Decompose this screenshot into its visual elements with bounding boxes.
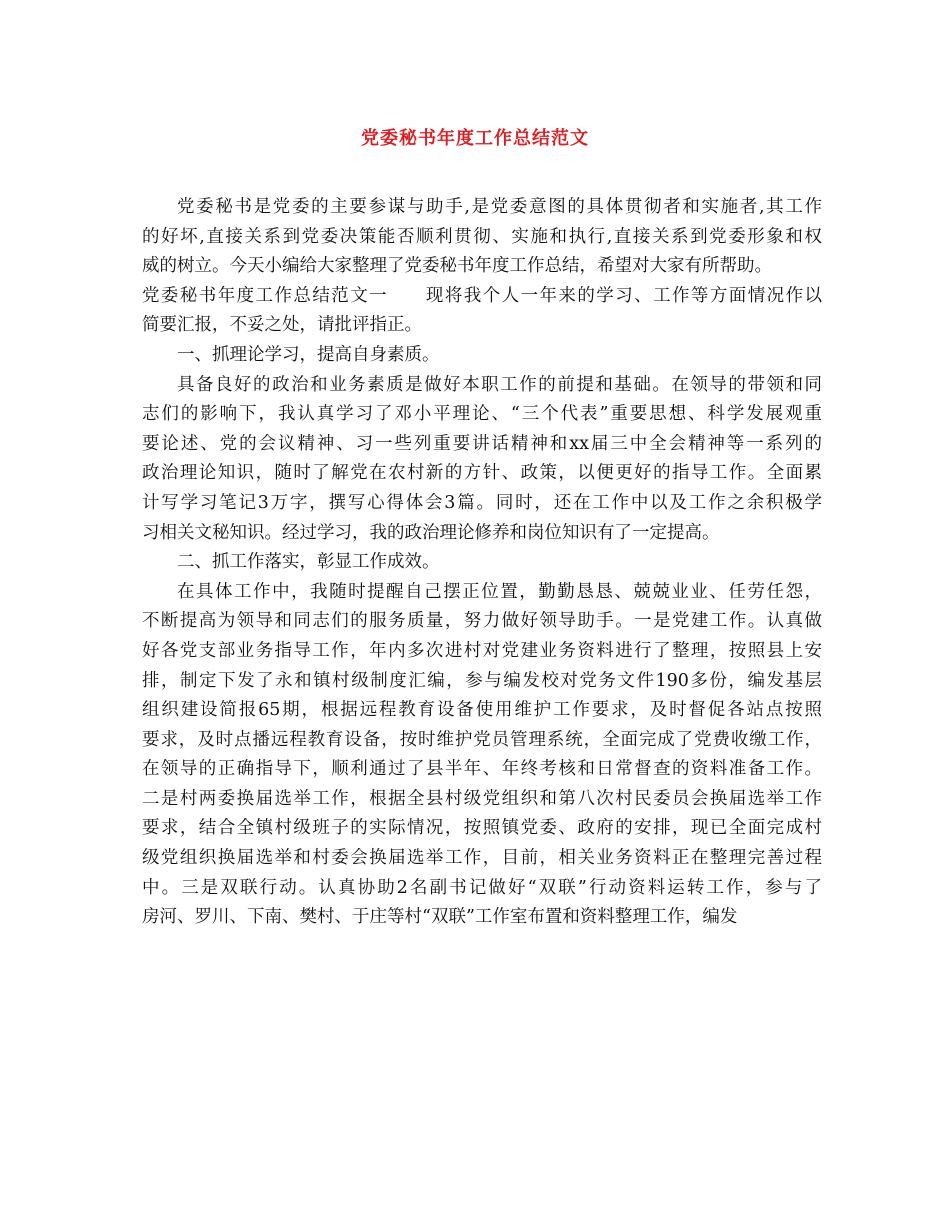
section-heading: 二、抓工作落实，彰显工作成效。	[177, 552, 440, 573]
body-line: 党委秘书年度工作总结范文一 现将我个人一年来的学习、工作等方面情况作以	[142, 285, 822, 306]
body-line: 不断提高为领导和同志们的服务质量，努力做好领导助手。一是党建工作。认真做	[142, 611, 822, 632]
section-heading: 一、抓理论学习，提高自身素质。	[177, 344, 440, 365]
body-line: 的好坏,直接关系到党委决策能否顺利贯彻、实施和执行,直接关系到党委形象和权	[142, 226, 822, 247]
body-line: 习相关文秘知识。经过学习，我的政治理论修养和岗位知识有了一定提高。	[142, 522, 720, 543]
body-line: 好各党支部业务指导工作，年内多次进村对党建业务资料进行了整理，按照县上安	[142, 640, 822, 661]
body-line: 政治理论知识，随时了解党在农村新的方针、政策，以便更好的指导工作。全面累	[142, 463, 822, 484]
body-line: 要求，结合全镇村级班子的实际情况，按照镇党委、政府的安排，现已全面完成村	[142, 818, 822, 839]
body-line: 计写学习笔记3万字，撰写心得体会3篇。同时，还在工作中以及工作之余积极学	[142, 492, 822, 513]
body-line: 在具体工作中，我随时提醒自己摆正位置，勤勤恳恳、兢兢业业、任劳任怨，	[177, 581, 822, 602]
body-line: 简要汇报，不妥之处，请批评指正。	[142, 315, 422, 336]
body-line: 在领导的正确指导下，顺利通过了县半年、年终考核和日常督查的资料准备工作。	[142, 759, 822, 780]
body-line: 排，制定下发了永和镇村级制度汇编，参与编发校对党务文件190多份，编发基层	[142, 670, 822, 691]
body-line: 房河、罗川、下南、樊村、于庄等村“双联”工作室布置和资料整理工作，编发	[142, 907, 738, 928]
body-line: 具备良好的政治和业务素质是做好本职工作的前提和基础。在领导的带领和同	[177, 374, 822, 395]
body-line: 威的树立。今天小编给大家整理了党委秘书年度工作总结，希望对大家有所帮助。	[142, 256, 772, 277]
body-line: 志们的影响下，我认真学习了邓小平理论、“三个代表”重要思想、科学发展观重	[142, 404, 822, 425]
body-line: 党委秘书是党委的主要参谋与助手,是党委意图的具体贯彻者和实施者,其工作	[177, 197, 822, 217]
body-line: 要求，及时点播远程教育设备，按时维护党员管理系统，全面完成了党费收缴工作，	[142, 729, 822, 750]
body-line: 级党组织换届选举和村委会换届选举工作，目前，相关业务资料正在整理完善过程	[142, 848, 822, 869]
document-title: 党委秘书年度工作总结范文	[361, 128, 589, 149]
document-body	[142, 193, 822, 933]
body-line: 要论述、党的会议精神、习一些列重要讲话精神和xx届三中全会精神等一系列的	[142, 433, 822, 454]
body-line: 中。三是双联行动。认真协助2名副书记做好“双联”行动资料运转工作，参与了	[142, 877, 822, 898]
body-line: 组织建设简报65期，根据远程教育设备使用维护工作要求，及时督促各站点按照	[142, 700, 822, 721]
body-line: 二是村两委换届选举工作，根据全县村级党组织和第八次村民委员会换届选举工作	[142, 788, 822, 809]
